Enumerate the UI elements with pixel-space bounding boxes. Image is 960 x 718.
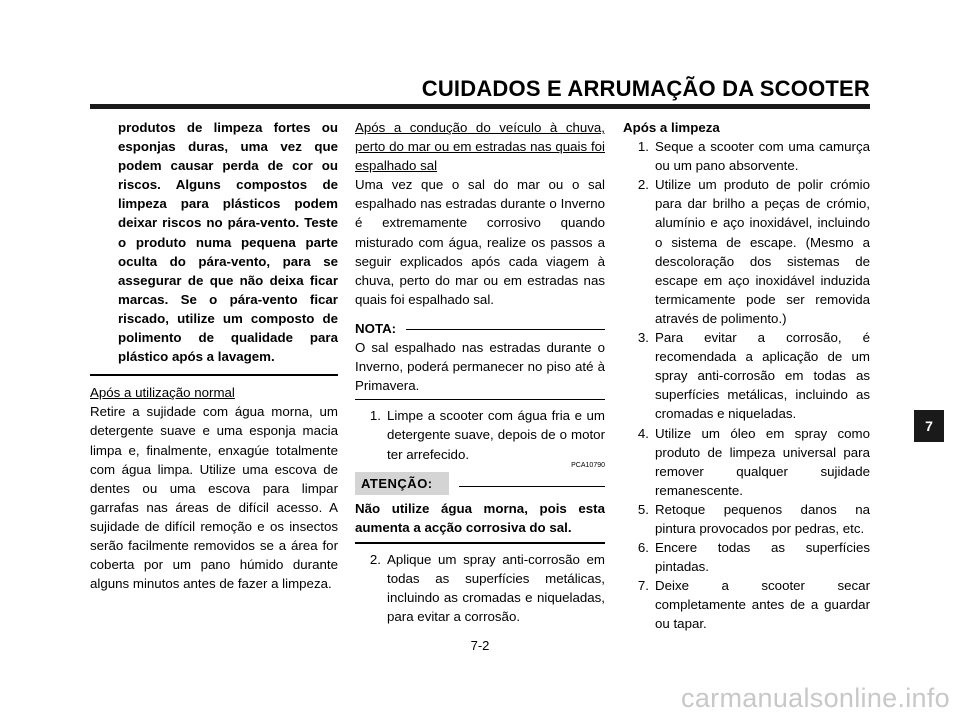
step-2-text: Aplique um spray anti-corrosão em todas as superfícies metálicas, incluindo as cromadas e niqueladas, para evitar a corrosão. xyxy=(387,551,605,625)
caution-end-rule xyxy=(355,542,605,544)
list-item-text: Deixe a scooter secar completamente antes de a guardar ou tapar. xyxy=(655,578,870,632)
list-item xyxy=(623,424,870,500)
list-item xyxy=(623,175,870,328)
list-item-text: Encere todas as superfícies pintadas. xyxy=(655,540,870,575)
page-number: 7-2 xyxy=(470,638,490,653)
note-rule xyxy=(406,329,605,330)
step-1-number: 1. xyxy=(369,408,381,424)
note-heading xyxy=(355,319,605,338)
caution-badge: ATENÇÃO: xyxy=(355,472,449,495)
step-1 xyxy=(355,406,605,463)
note-text: O sal espalhado nas estradas durante o Inverno, poderá permanecer no piso até à Primavera. xyxy=(355,340,605,394)
column-3 xyxy=(623,118,870,634)
list-item xyxy=(623,328,870,423)
list-item-number: 6. xyxy=(637,540,649,556)
warning-end-rule xyxy=(90,374,338,376)
list-item-text: Para evitar a corrosão, é recomendada a aplicação de um spray anti-corrosão em todas as superfícies metálicas, incluindo as cromadas e niqueladas. xyxy=(655,330,870,422)
list-item xyxy=(623,500,870,538)
list-item-number: 3. xyxy=(637,330,649,346)
caution-code: PCA10790 xyxy=(571,461,605,469)
list-item xyxy=(623,137,870,175)
chapter-title: CUIDADOS E ARRUMAÇÃO DA SCOOTER xyxy=(421,76,870,101)
after-cleaning-heading: Após a limpeza xyxy=(623,120,720,135)
caution-heading xyxy=(355,472,605,495)
list-item-text: Utilize um produto de polir crómio para dar brilho a peças de crómio, alumínio e aço inoxidável, incluindo o sistema de escape. (Mesmo a descoloração dos sistemas de escape em aço inoxidável induzida termicamente pode ser removida através de polimento.) xyxy=(655,177,870,326)
list-item-number: 1. xyxy=(637,139,649,155)
list-item xyxy=(623,538,870,576)
note-label: NOTA: xyxy=(355,320,397,336)
step-2-number: 2. xyxy=(369,551,381,567)
list-item-number: 7. xyxy=(637,578,649,594)
warning-continuation: produtos de limpeza fortes ou esponjas duras, uma vez que podem causar perda de cor ou riscos. Alguns compostos de limpeza para plásticos podem deixar riscos no pára-vento. Teste o produto numa pequena parte oculta do pára-vento, para se assegurar de que não deixa ficar marcas. Se o pára-vento ficar riscado, utilize um composto de polimento de qualidade para plástico após a lavagem. xyxy=(118,120,338,365)
column-2 xyxy=(355,118,605,626)
note-end-rule xyxy=(355,399,605,400)
subhead-normal-use: Após a utilização normal xyxy=(90,385,235,401)
list-item-number: 4. xyxy=(637,425,649,441)
column-1 xyxy=(90,118,338,593)
header-rule xyxy=(90,104,870,109)
step-1-text: Limpe a scooter com água fria e um detergente suave, depois de o motor ter arrefecido. xyxy=(387,408,605,462)
list-item-number: 5. xyxy=(637,501,649,517)
list-item-text: Retoque pequenos danos na pintura provocados por pedras, etc. xyxy=(655,501,870,536)
list-item-number: 2. xyxy=(637,177,649,193)
watermark: carmanualsonline.info xyxy=(681,683,950,713)
step-2 xyxy=(355,550,605,626)
subhead-rain-salt: Após a condução do veículo à chuva, perto do mar ou em estradas nas quais foi espalhado sal xyxy=(355,120,605,174)
list-item-text: Utilize um óleo em spray como produto de limpeza universal para remover qualquer sujidade remanescente. xyxy=(655,425,870,498)
rain-salt-text: Uma vez que o sal do mar ou o sal espalhado nas estradas durante o Inverno é extremamente corrosivo quando misturado com água, realize os passos a seguir explicados após cada viagem à chuva, perto do mar ou em estradas nas quais foi espalhado sal. xyxy=(355,177,605,307)
caution-rule xyxy=(459,486,605,487)
chapter-tab: 7 xyxy=(914,410,944,442)
list-item xyxy=(623,576,870,633)
caution-text: Não utilize água morna, pois esta aumenta a acção corrosiva do sal. xyxy=(355,500,605,535)
list-item-text: Seque a scooter com uma camurça ou um pano absorvente. xyxy=(655,139,870,174)
normal-use-text: Retire a sujidade com água morna, um detergente suave e uma esponja macia limpa e, finalmente, enxagúe totalmente com água limpa. Utilize uma escova de dentes ou uma escova para limpar garrafas nas áreas de difícil acesso. A sujidade de difícil remoção e os insectos serão facilmente removidos se a área for coberta por um pano húmido durante alguns minutos antes de fazer a limpeza. xyxy=(90,404,338,592)
